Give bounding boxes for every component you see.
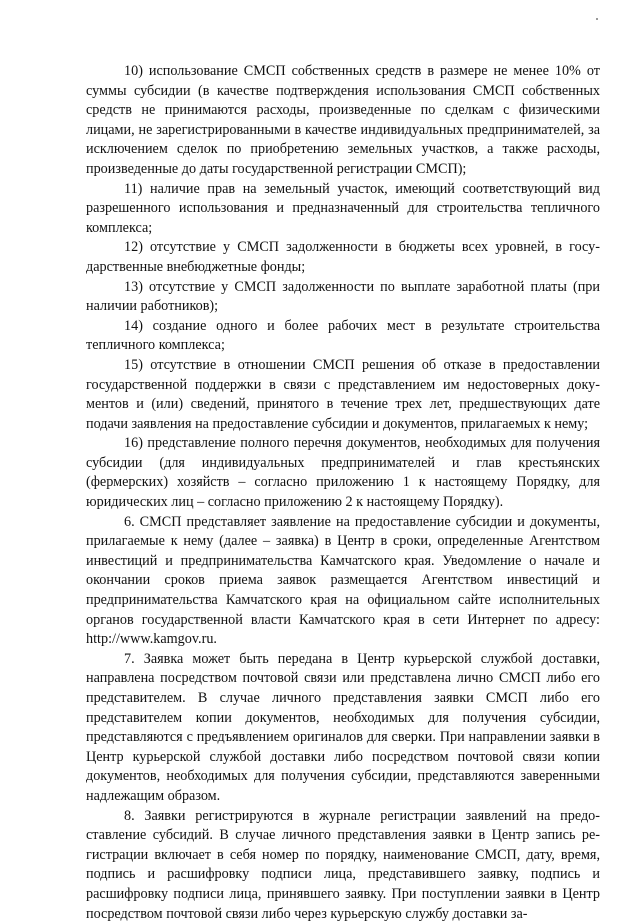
scan-dot: [596, 18, 598, 20]
paragraph-section-6: 6. СМСП представляет заявление на предоставление субсидии и документы, прилагаемые к нему (далее – заявка) в Центр в сроки, определенные Агентством инвестиций и предпринимательства Камчатского края. Уведомление о начале и окончании сроков приема заявок размещается Агентством инвестиций и предпринимательства Камчатского края на официальном сайте исполнительных органов государственной власти Камчатского края в сети Интернет по адресу: http://www.kamgov.ru.: [86, 513, 600, 648]
paragraph-section-7: 7. Заявка может быть передана в Центр курьерской службой доставки, направлена посредством почтовой связи или представлена лично СМСП либо его представителем. В случае личного представления заявки СМСП либо его представителем копии документов, необходимых для получения субсидии, представляются с предъявлением оригиналов для сверки. При направлении заявки в Центр курьерской службой доставки либо посредством почтовой связи копии документов, необходимых для получения субсидии, представляются заверенными надлежащим образом.: [86, 650, 600, 804]
paragraph-item-10: 10) использование СМСП собственных средств в размере не менее 10% от суммы субсидии (в качестве подтверждения использования СМСП собственных средств не принимаются расходы, произведенные по сделкам с физическими лицами, не зарегистрированными в качестве индивидуальных предпринимателей, за исключением сделок по приобретению земельных участков, а также расходы, произведенные до даты государственной регистрации СМСП);: [86, 63, 600, 177]
paragraph-item-14: 14) создание одного и более рабочих мест в результате строительства тепличного комплекса;: [86, 317, 600, 354]
paragraph-item-13: 13) отсутствие у СМСП задолженности по выплате заработной платы (при наличии работников);: [86, 278, 600, 315]
document-page: [86, 62, 600, 924]
paragraph-item-11: 11) наличие прав на земельный участок, имеющий соответствующий вид разрешенного использования и предназначенный для строительства тепличного комплекса;: [86, 180, 600, 236]
paragraph-item-16: 16) представление полного перечня документов, необходимых для получения субсидии (для индивидуальных предпринимателей и глав крестьянских (фермерских) хозяйств – согласно приложению 1 к настоящему Порядку, для юридических лиц – согласно приложению 2 к настоящему Порядку).: [86, 435, 600, 511]
paragraph-item-12: 12) отсутствие у СМСП задолженности в бюджеты всех уровней, в государственные внебюджетные фонды;: [86, 239, 600, 275]
paragraph-section-8: 8. Заявки регистрируются в журнале регистрации заявлений на предоставление субсидий. В случае личного представления заявки в Центр запись регистрации включает в себя номер по порядку, наименование СМСП, дату, время, подпись и расшифровку подписи лица, представившего заявку, подпись и расшифровку подписи лица, принявшего заявку. При поступлении заявки в Центр посредством почтовой связи либо через курьерскую службу доставки за-: [86, 807, 600, 922]
paragraph-item-15: 15) отсутствие в отношении СМСП решения об отказе в предоставлении государственной поддержки в связи с представлением им недостоверных документов и (или) сведений, принятого в течение трех лет, предшествующих дате подачи заявления на предоставление субсидии и документов, прилагаемых к нему;: [86, 356, 600, 432]
